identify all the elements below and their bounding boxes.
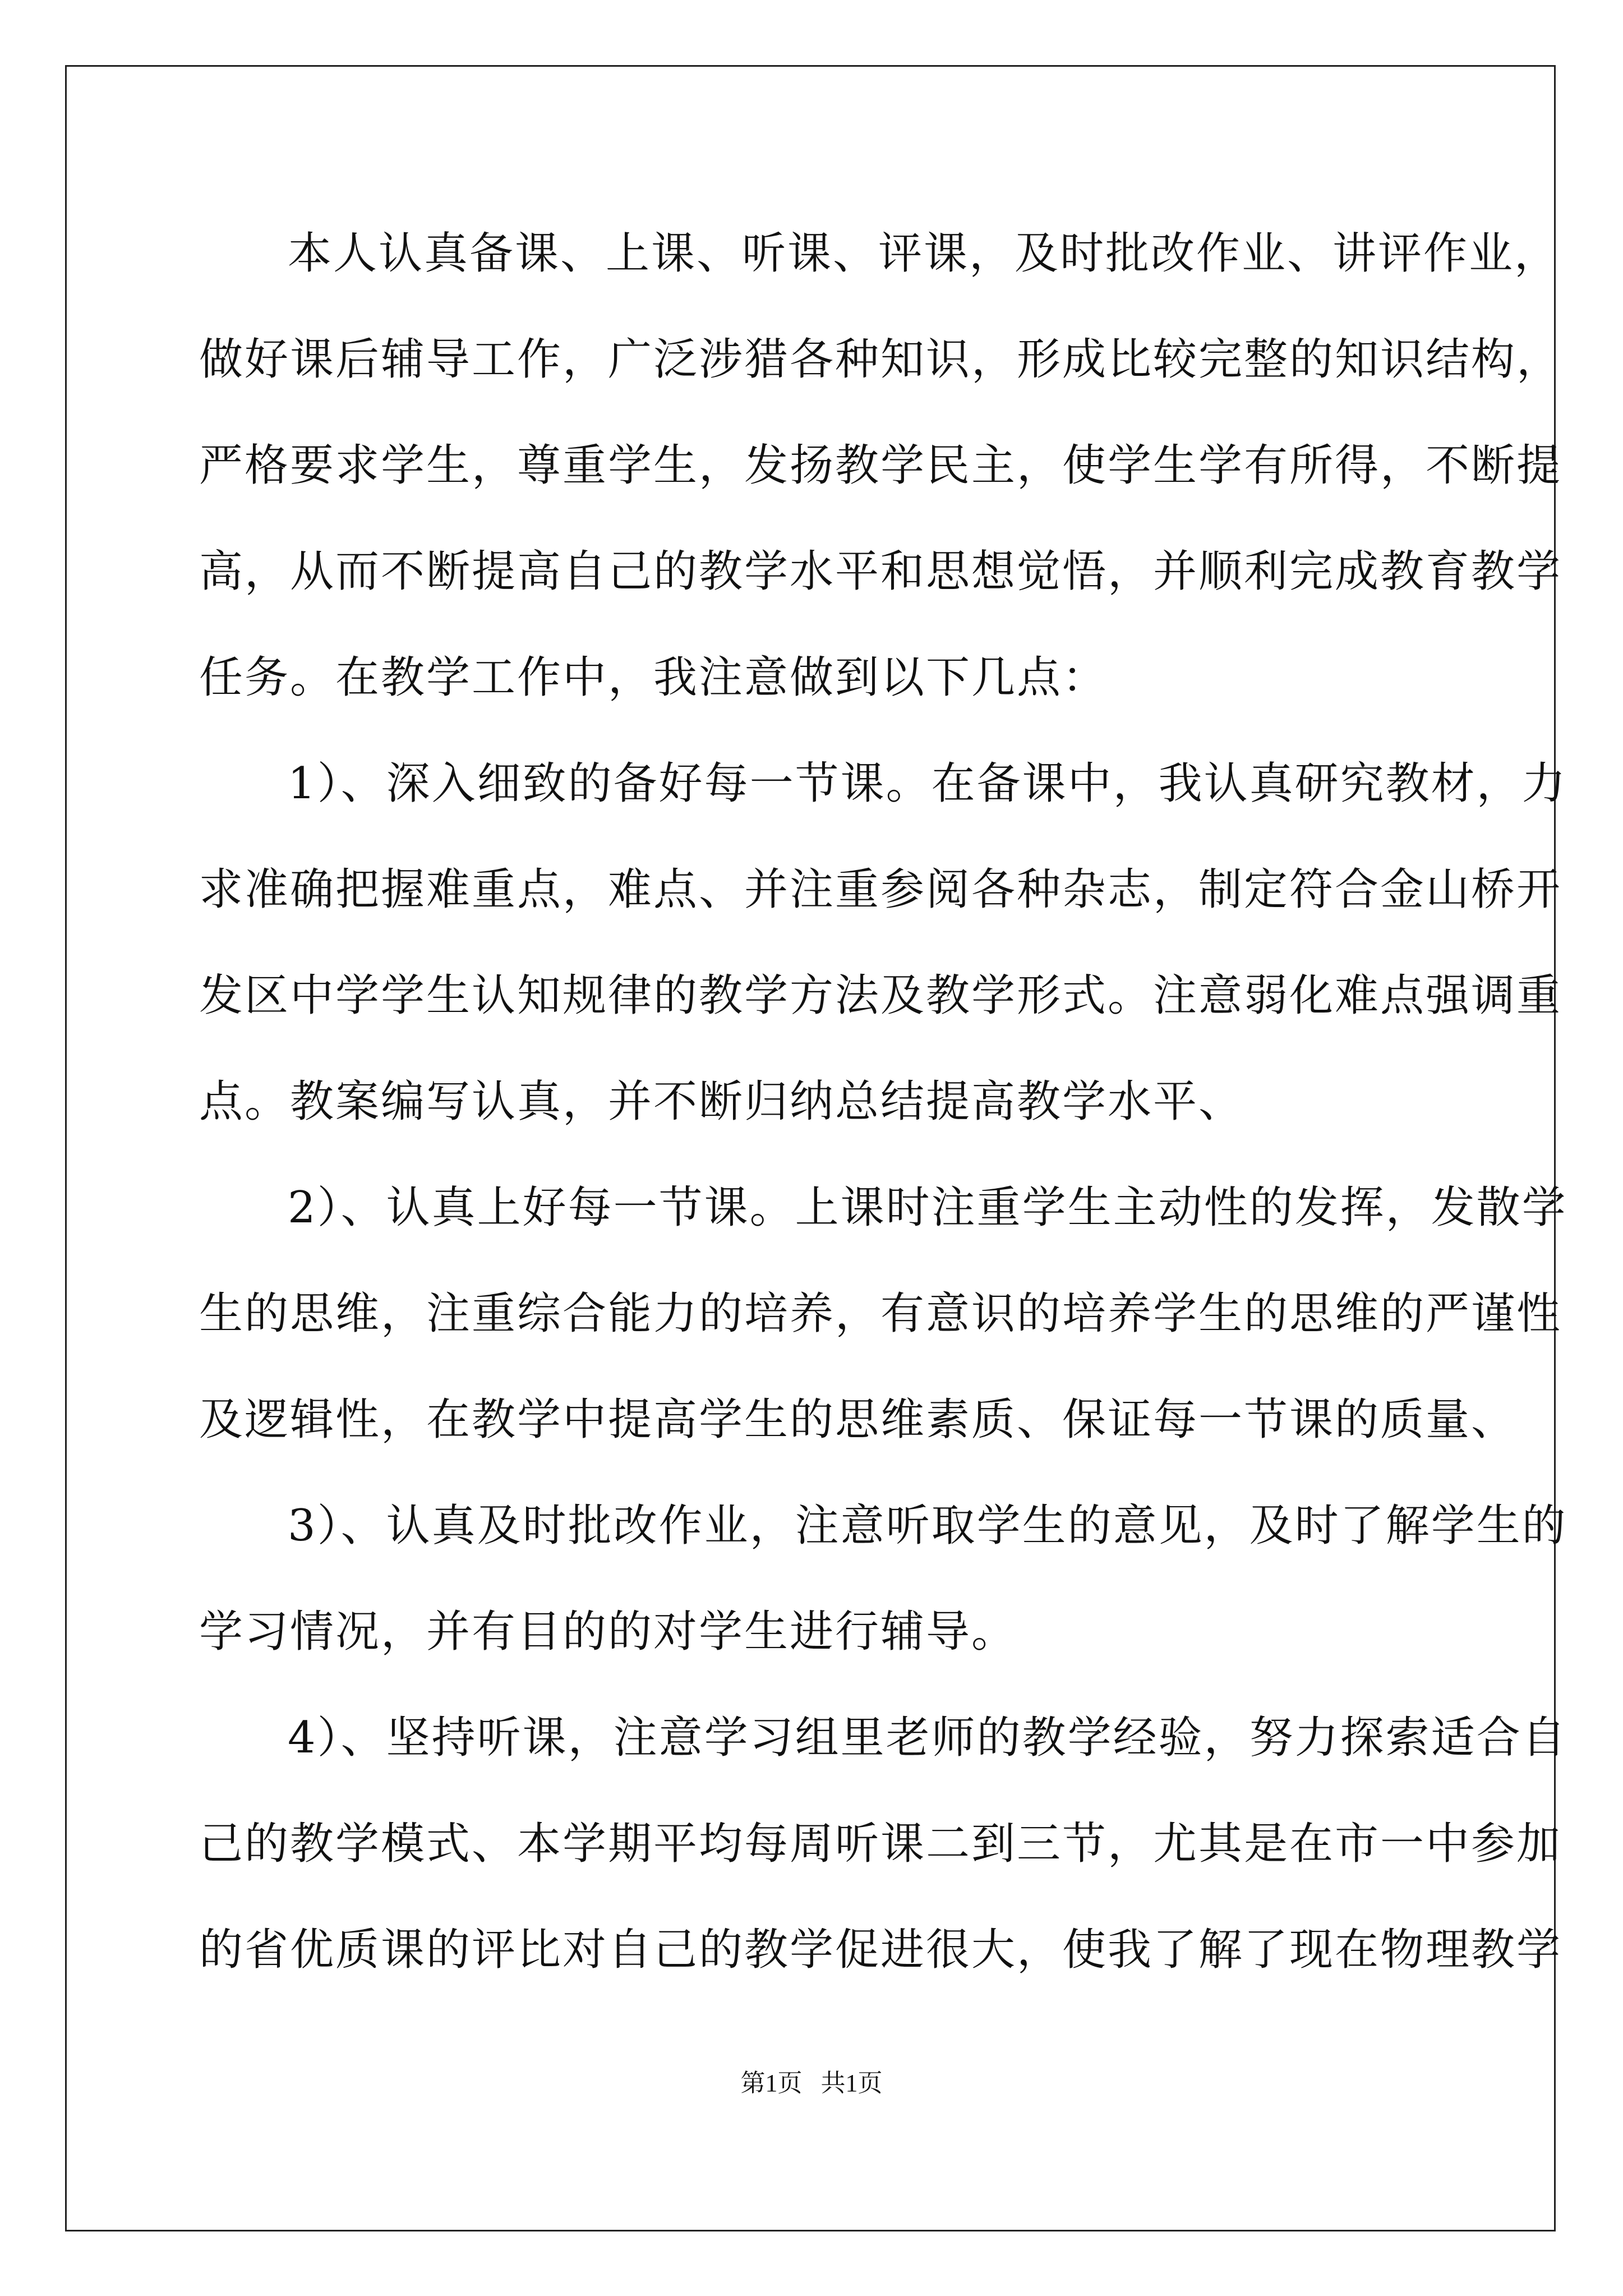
text-line: 的省优质课的评比对自己的教学促进很大，使我了解了现在物理教学 [199,1925,1562,1975]
text-line: 做好课后辅导工作，广泛涉猎各种知识，形成比较完整的知识结构， [199,334,1562,385]
text-line: 生的思维，注重综合能力的培养，有意识的培养学生的思维的严谨性 [199,1289,1562,1339]
document-body [199,201,1567,2003]
text-line: 点。教案编写认真，并不断归纳总结提高教学水平、 [199,1076,1244,1127]
text-line: 发区中学学生认知规律的教学方法及教学形式。注意弱化难点强调重 [199,970,1562,1021]
text-line: 学习情况，并有目的的对学生进行辅导。 [199,1607,1017,1657]
text-line: 己的教学模式、本学期平均每周听课二到三节，尤其是在市一中参加 [199,1819,1562,1869]
text-line: 严格要求学生，尊重学生，发扬教学民主，使学生学有所得，不断提 [199,440,1562,491]
text-line: 本人认真备课、上课、听课、评课，及时批改作业、讲评作业， [288,228,1560,279]
text-line: 2）、认真上好每一节课。上课时注重学生主动性的发挥，发散学 [288,1182,1567,1233]
text-line: 高，从而不断提高自己的教学水平和思想觉悟，并顺利完成教育教学 [199,546,1562,597]
text-line: 4）、坚持听课，注意学习组里老师的教学经验，努力探索适合自 [288,1713,1567,1763]
page-footer: 第1页 共1页 [740,2069,883,2097]
text-line: 及逻辑性，在教学中提高学生的思维素质、保证每一节课的质量、 [199,1395,1517,1445]
text-line: 1）、深入细致的备好每一节课。在备课中，我认真研究教材，力 [288,758,1567,809]
text-line: 任务。在教学工作中，我注意做到以下几点： [199,652,1108,703]
text-line: 求准确把握难重点，难点、并注重参阅各种杂志，制定符合金山桥开 [199,864,1562,915]
text-line: 3）、认真及时批改作业，注意听取学生的意见，及时了解学生的 [288,1501,1567,1551]
